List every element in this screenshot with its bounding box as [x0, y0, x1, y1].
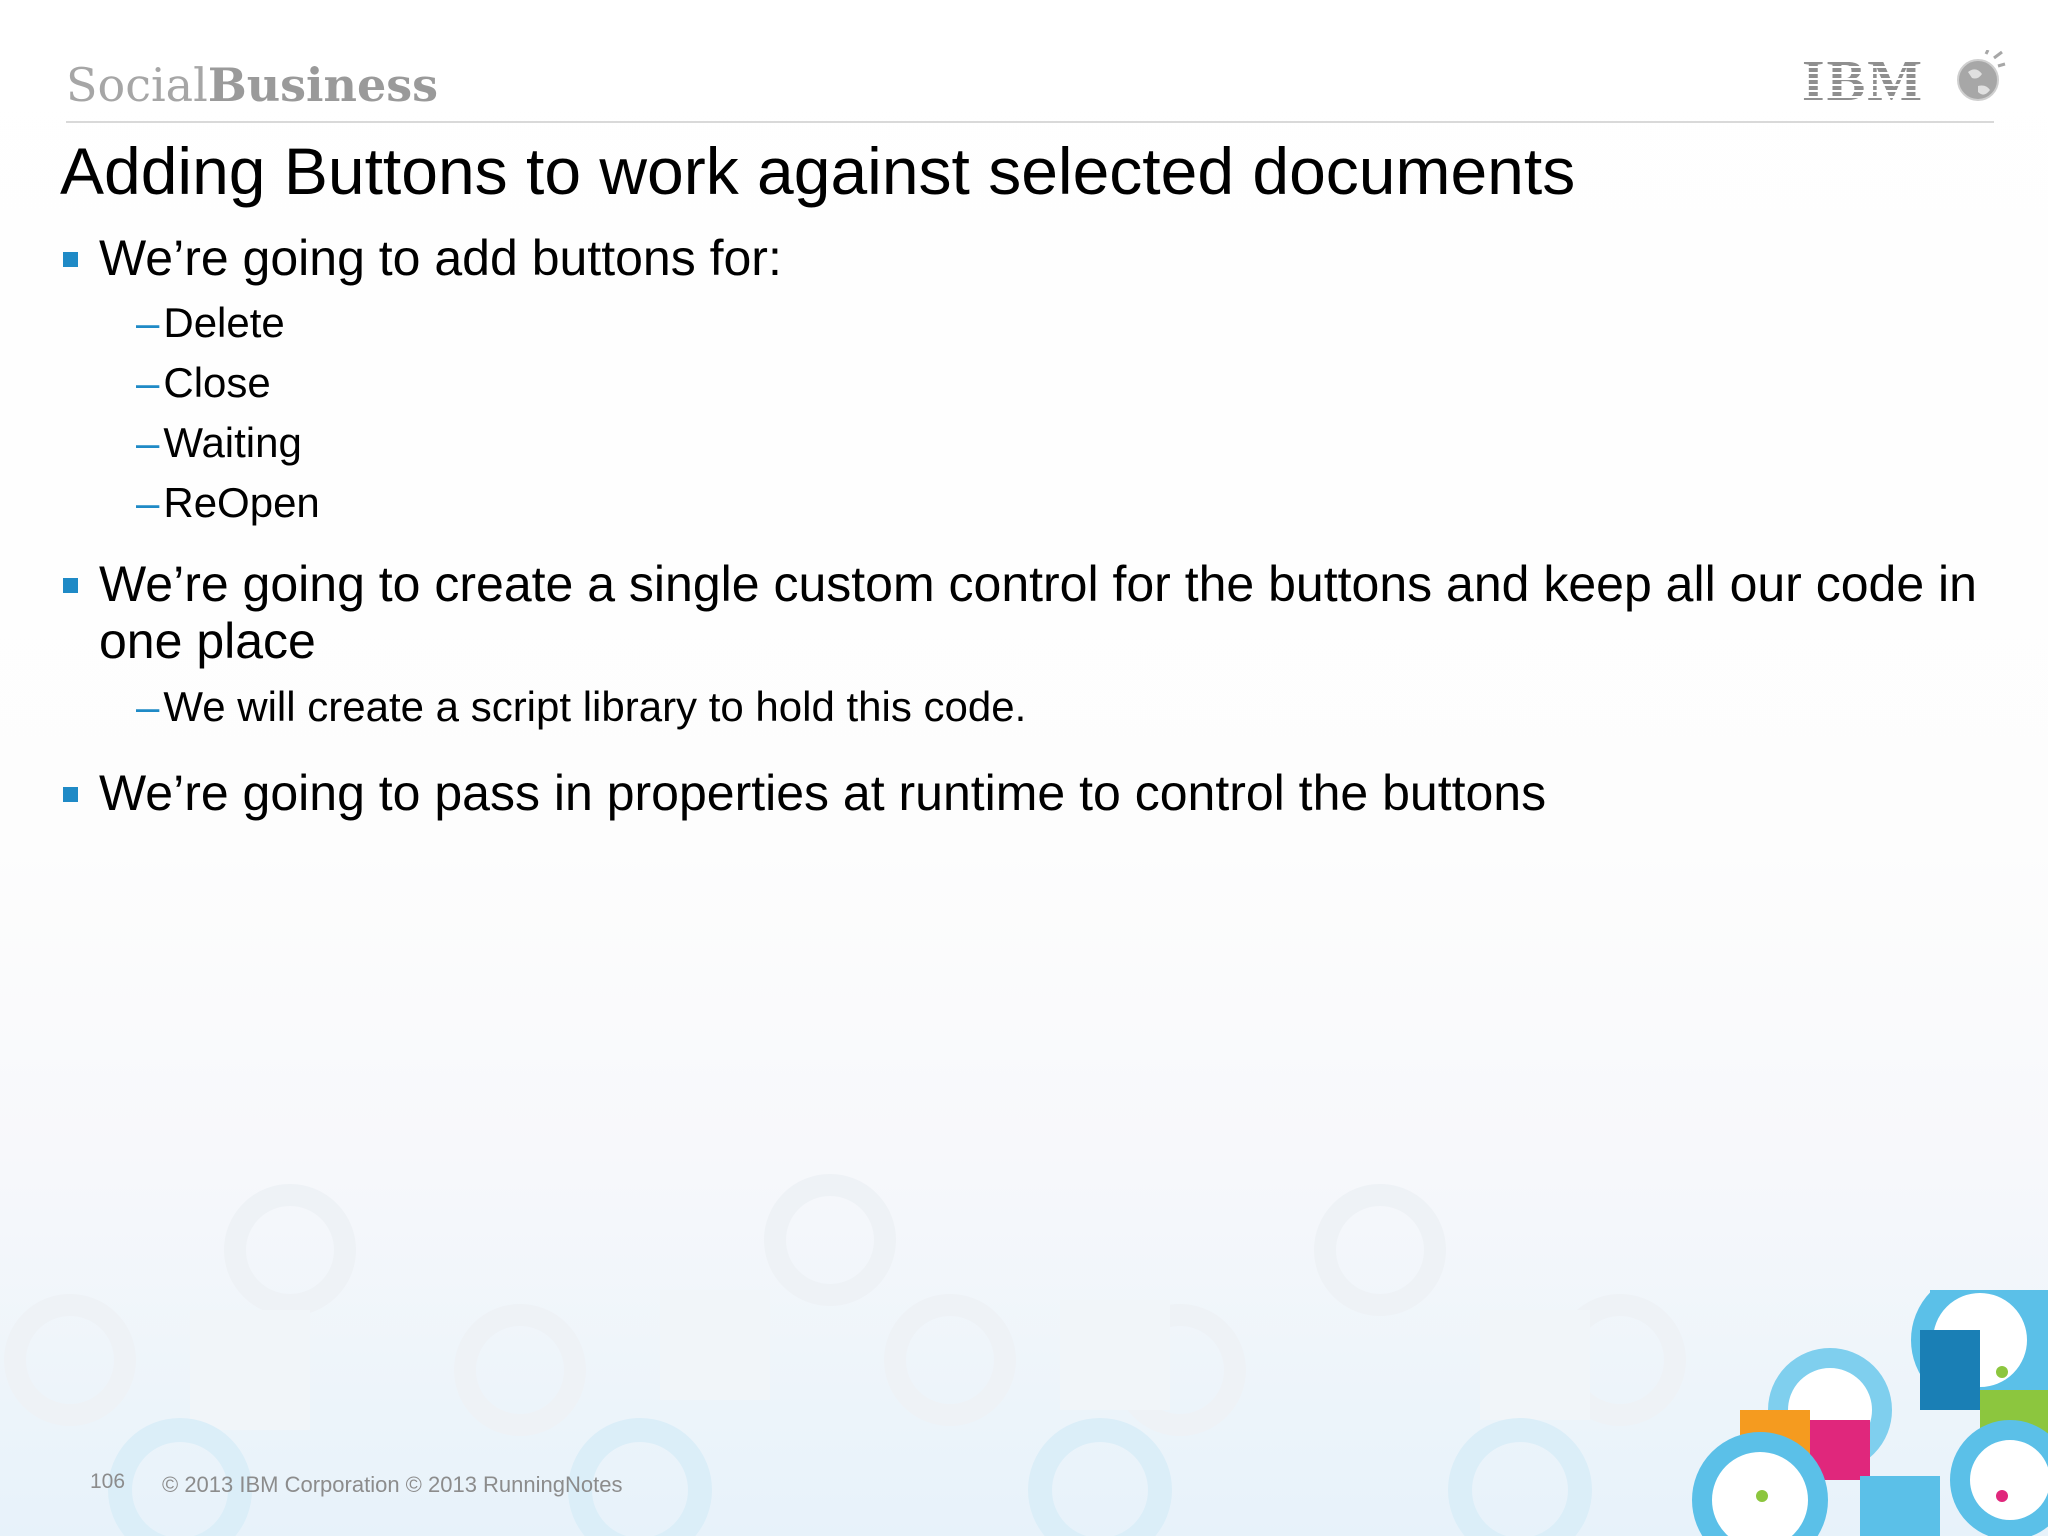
brand-bold: Business — [207, 58, 439, 112]
dash-marker: – — [136, 683, 160, 730]
dash-marker: – — [136, 419, 160, 466]
sub-bullet-text: Waiting — [163, 419, 302, 466]
svg-text:IBM: IBM — [1802, 50, 1924, 110]
page-number: 106 — [90, 1470, 126, 1493]
dash-marker: – — [136, 299, 160, 346]
sub-bullet-script-library — [136, 682, 1026, 732]
square-bullet-icon — [63, 787, 78, 802]
brand-light: Social — [66, 58, 208, 112]
corner-decoration — [1680, 1290, 2048, 1536]
sub-bullet-delete — [136, 298, 285, 348]
bullet-text: We’re going to add buttons for: — [99, 230, 782, 286]
sub-bullet-reopen — [136, 478, 320, 528]
bullet-custom-control — [99, 556, 2019, 670]
dash-marker: – — [136, 479, 160, 526]
sub-bullet-text: ReOpen — [163, 479, 320, 526]
sub-bullet-text: Close — [163, 359, 271, 406]
square-bullet-icon — [63, 252, 78, 267]
sub-bullet-waiting — [136, 418, 302, 468]
sub-bullet-text: We will create a script library to hold this code. — [163, 683, 1027, 730]
bullet-add-buttons — [99, 230, 2019, 287]
square-bullet-icon — [63, 578, 78, 593]
copyright-notice: © 2013 IBM Corporation © 2013 RunningNotes — [162, 1472, 623, 1497]
sub-bullet-text: Delete — [163, 299, 285, 346]
bullet-text: We’re going to create a single custom control for the buttons and keep all our code in one place — [99, 556, 1977, 669]
bullet-text: We’re going to pass in properties at runtime to control the buttons — [99, 765, 1547, 821]
slide-title: Adding Buttons to work against selected documents — [60, 134, 1576, 208]
bullet-runtime-properties — [99, 765, 2019, 822]
dash-marker: – — [136, 359, 160, 406]
sub-bullet-close — [136, 358, 271, 408]
